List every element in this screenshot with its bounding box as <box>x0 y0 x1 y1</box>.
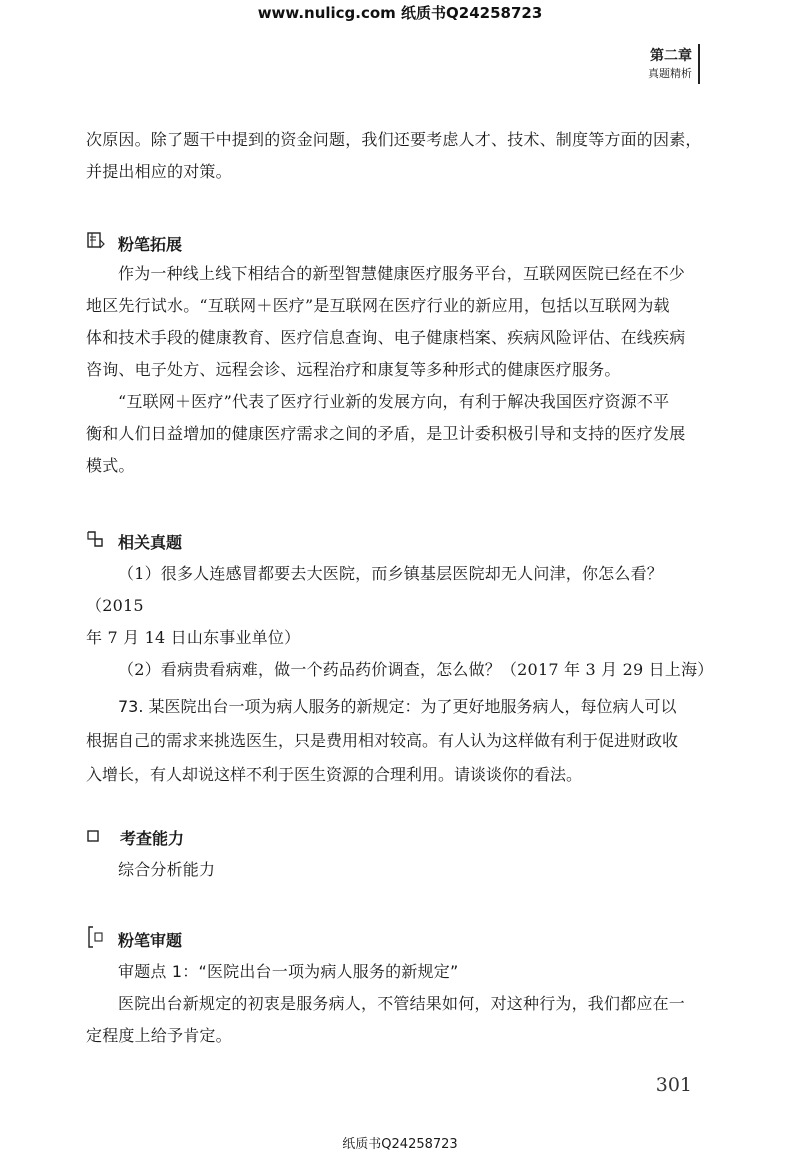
text-line: （2）看病贵看病难，做一个药品药价调查，怎么做？（2017 年 3 月 29 日上海） <box>118 660 714 679</box>
text-line: 根据自己的需求来挑选医生，只是费用相对较高。有人认为这样做有利于促进财政收 <box>86 731 679 750</box>
chapter-header <box>648 46 692 82</box>
text-line: 体和技术手段的健康教育、医疗信息查询、电子健康档案、疾病风险评估、在线疾病 <box>86 328 686 347</box>
text-line: “互联网＋医疗”代表了医疗行业新的发展方向，有利于解决我国医疗资源不平 <box>118 392 670 411</box>
text-line: 次原因。除了题干中提到的资金问题，我们还要考虑人才、技术、制度等方面的因素， <box>86 130 702 149</box>
page-number: 301 <box>655 1074 692 1096</box>
text-line: （1）很多人连感冒都要去大医院，而乡镇基层医院却无人问津，你怎么看？（2015 <box>86 564 663 615</box>
text-line: 衡和人们日益增加的健康医疗需求之间的矛盾，是卫计委积极引导和支持的医疗发展 <box>86 424 686 443</box>
text-line: 咨询、电子处方、远程会诊、远程治疗和康复等多种形式的健康医疗服务。 <box>86 360 621 379</box>
related-title: 相关真题 <box>118 532 183 552</box>
expand-title: 粉笔拓展 <box>118 234 183 254</box>
ability-content: 综合分析能力 <box>118 860 216 879</box>
ability-heading <box>86 824 184 850</box>
intro-paragraph <box>86 124 706 188</box>
chapter-subtitle: 真题精析 <box>648 67 692 80</box>
review-body <box>86 956 706 1052</box>
text-line: 地区先行试水。“互联网＋医疗”是互联网在医疗行业的新应用，包括以互联网为载 <box>86 296 670 315</box>
review-title: 粉笔审题 <box>118 930 183 950</box>
text-line: 并提出相应的对策。 <box>86 162 232 181</box>
document-icon <box>86 530 104 552</box>
bracket-icon <box>86 925 106 953</box>
text-line: 作为一种线上线下相结合的新型智慧健康医疗服务平台，互联网医院已经在不少 <box>118 264 686 283</box>
review-heading <box>86 926 182 952</box>
watermark-top: www.nulicg.com 纸质书Q24258723 <box>257 4 543 22</box>
book-icon <box>86 231 106 255</box>
square-icon <box>86 828 100 847</box>
text-line: 入增长，有人却说这样不利于医生资源的合理利用。请谈谈你的看法。 <box>86 765 583 784</box>
related-heading <box>86 528 182 554</box>
related-body <box>86 558 714 686</box>
text-line: 定程度上给予肯定。 <box>86 1026 232 1045</box>
watermark-bottom: 纸质书Q24258723 <box>342 1137 458 1152</box>
chapter-title: 第二章 <box>650 48 692 64</box>
review-point: 审题点 1：“医院出台一项为病人服务的新规定” <box>118 962 459 981</box>
chapter-divider <box>698 44 700 84</box>
text-line: 73. 某医院出台一项为病人服务的新规定：为了更好地服务病人，每位病人可以 <box>118 697 677 716</box>
text-line: 模式。 <box>86 456 135 475</box>
text-line: 年 7 月 14 日山东事业单位） <box>86 628 301 647</box>
question-73 <box>86 690 706 792</box>
expand-body <box>86 258 706 482</box>
text-line: 医院出台新规定的初衷是服务病人，不管结果如何，对这种行为，我们都应在一 <box>118 994 686 1013</box>
ability-title: 考查能力 <box>120 828 185 848</box>
expand-heading <box>86 230 182 256</box>
